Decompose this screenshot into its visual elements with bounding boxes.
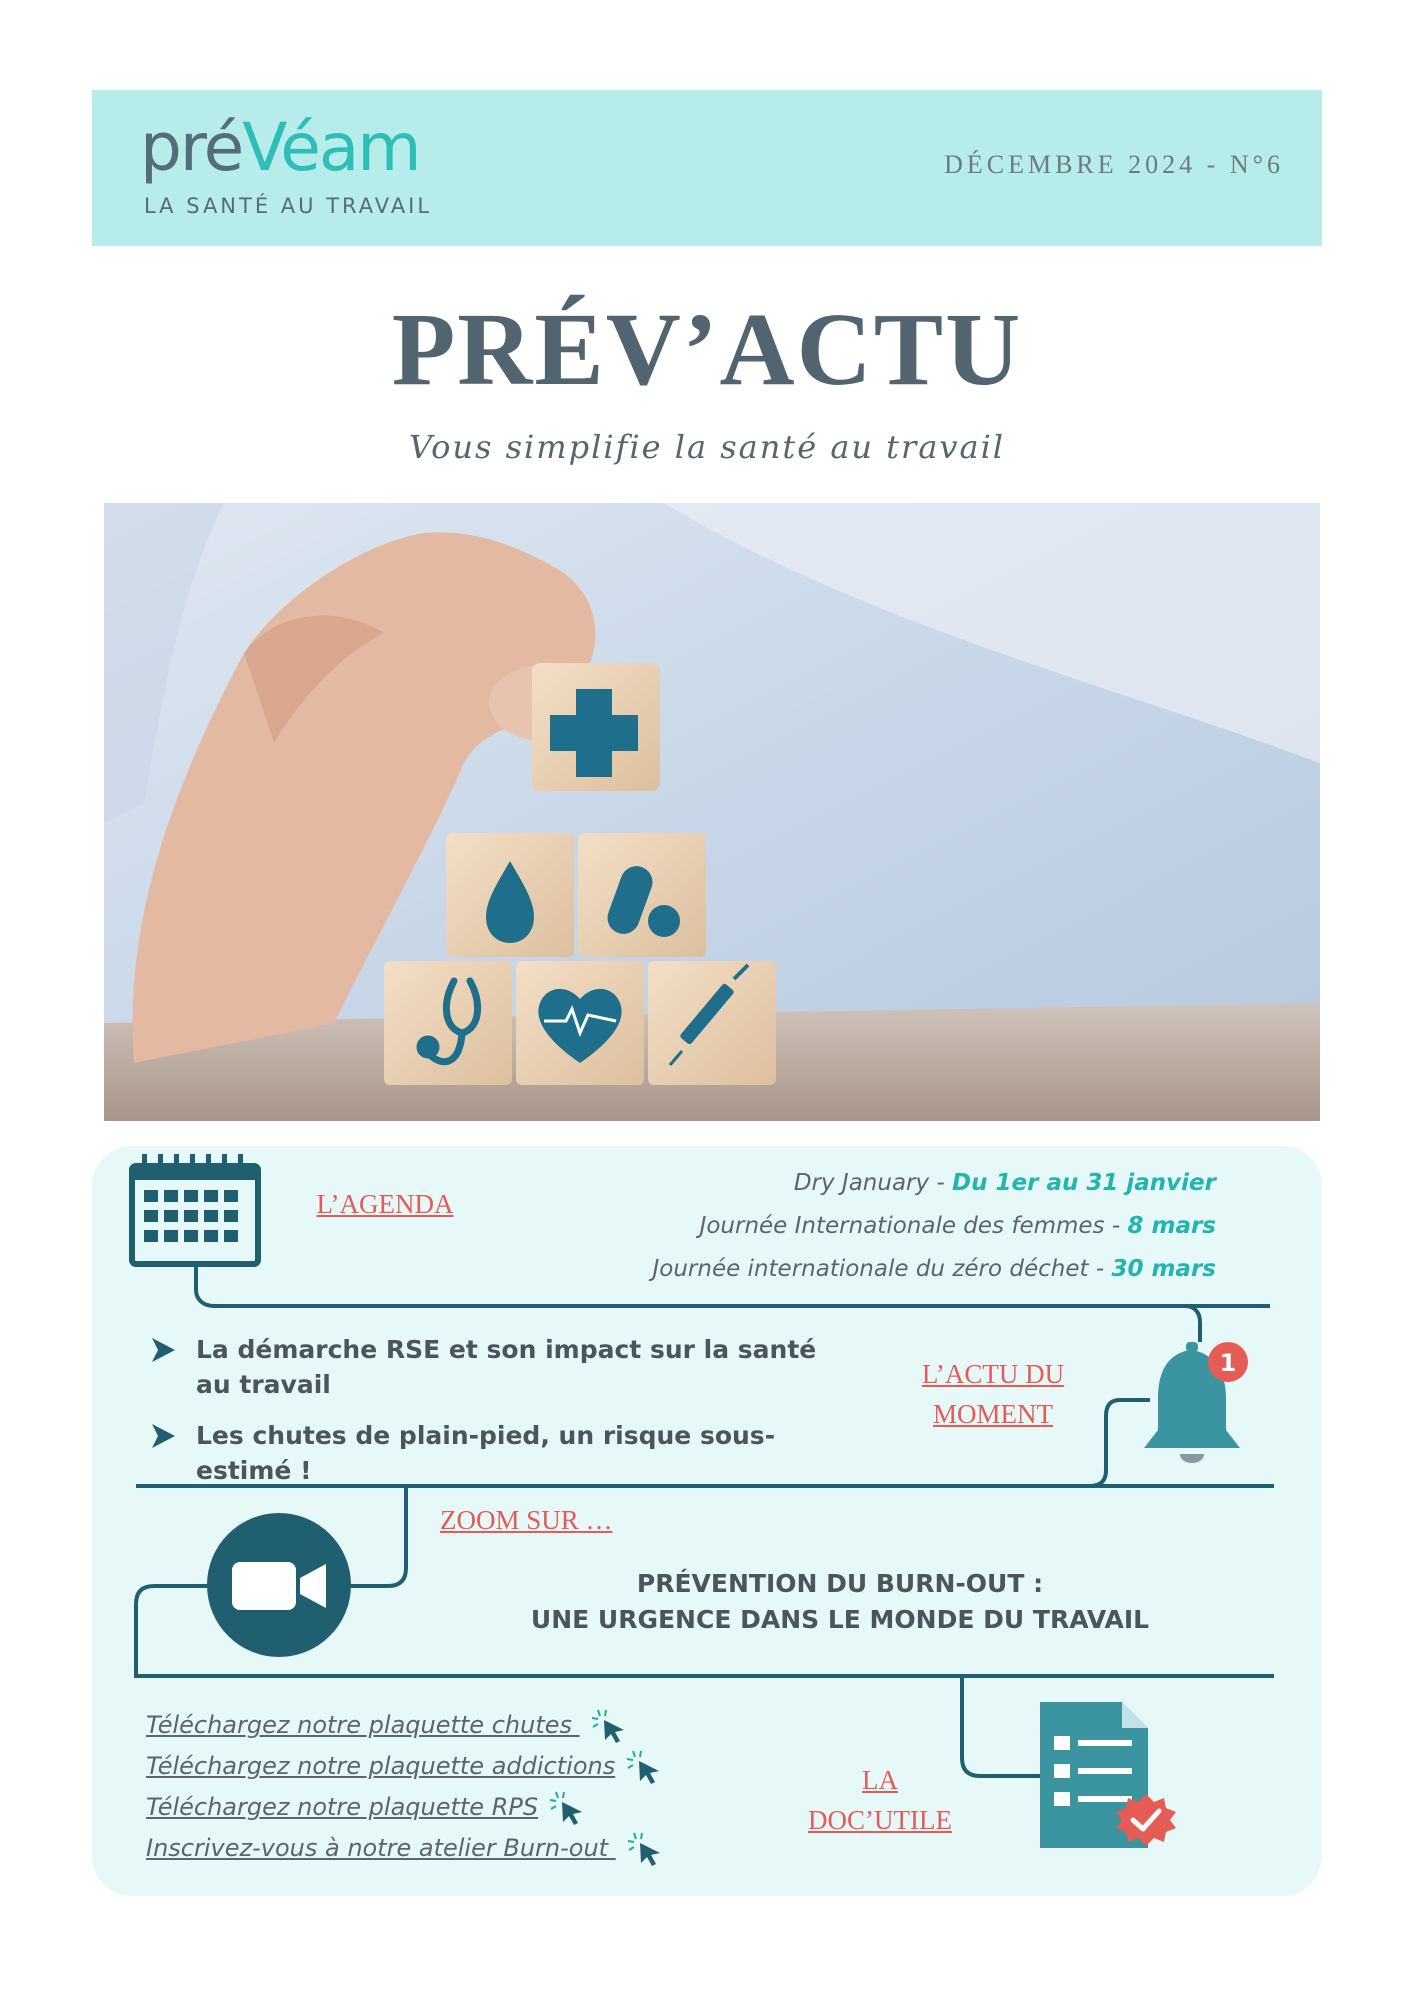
click-cursor-icon bbox=[548, 1790, 588, 1826]
notification-badge: 1 bbox=[1219, 1349, 1237, 1377]
newsletter-subtitle: Vous simplifie la santé au travail bbox=[408, 428, 1006, 466]
actu-title[interactable] bbox=[898, 1354, 1088, 1434]
click-cursor-icon bbox=[625, 1749, 665, 1785]
doc-link[interactable]: Inscrivez-vous à notre atelier Burn-out bbox=[146, 1828, 666, 1869]
preveam-logo[interactable] bbox=[140, 109, 480, 222]
arrow-bullet-icon bbox=[150, 1423, 176, 1449]
actu-list bbox=[150, 1332, 850, 1504]
actu-title-line: MOMENT bbox=[933, 1399, 1053, 1429]
actu-item[interactable]: La démarche RSE et son impact sur la santé au travail bbox=[150, 1332, 850, 1402]
logo-wordmark: préVéam bbox=[140, 109, 420, 186]
doc-title-line: DOC’UTILE bbox=[808, 1805, 952, 1835]
agenda-event: Dry January - Du 1er au 31 janvier bbox=[793, 1170, 1216, 1196]
checklist-document-icon bbox=[1036, 1698, 1182, 1862]
logo-tagline: LA SANTÉ AU TRAVAIL bbox=[144, 194, 433, 218]
zoom-headline-line: PRÉVENTION DU BURN-OUT : bbox=[636, 1569, 1044, 1598]
agenda-event: Journée Internationale des femmes - 8 mars bbox=[699, 1213, 1216, 1239]
header-band bbox=[92, 90, 1322, 246]
arrow-bullet-icon bbox=[150, 1337, 176, 1363]
doc-links bbox=[146, 1705, 666, 1869]
newsletter-title: PRÉV’ACTU bbox=[391, 292, 1023, 407]
click-cursor-icon bbox=[626, 1831, 666, 1867]
doc-link[interactable]: Téléchargez notre plaquette RPS bbox=[146, 1787, 666, 1828]
doc-title-line: LA bbox=[862, 1765, 898, 1795]
hero-illustration bbox=[104, 503, 1320, 1121]
zoom-headline-line: UNE URGENCE DANS LE MONDE DU TRAVAIL bbox=[530, 1605, 1150, 1634]
calendar-icon bbox=[128, 1154, 262, 1268]
doc-link[interactable]: Téléchargez notre plaquette chutes bbox=[146, 1705, 666, 1746]
actu-title-line: L’ACTU DU bbox=[921, 1359, 1065, 1389]
doc-link[interactable]: Téléchargez notre plaquette addictions bbox=[146, 1746, 666, 1787]
zoom-headline[interactable] bbox=[520, 1566, 1160, 1638]
hero-image bbox=[104, 503, 1320, 1121]
doc-title[interactable] bbox=[780, 1760, 980, 1840]
video-camera-icon bbox=[206, 1512, 352, 1658]
bell-icon bbox=[1136, 1338, 1260, 1472]
agenda-events bbox=[652, 1162, 1216, 1291]
issue-date: DÉCEMBRE 2024 - N°6 bbox=[944, 150, 1284, 179]
agenda-event: Journée internationale du zéro déchet - 30 mars bbox=[652, 1256, 1216, 1282]
click-cursor-icon bbox=[590, 1708, 630, 1744]
actu-item[interactable]: Les chutes de plain-pied, un risque sous-estimé ! bbox=[150, 1418, 850, 1488]
zoom-title[interactable]: ZOOM SUR … bbox=[440, 1505, 613, 1535]
agenda-title[interactable]: L’AGENDA bbox=[316, 1189, 454, 1219]
